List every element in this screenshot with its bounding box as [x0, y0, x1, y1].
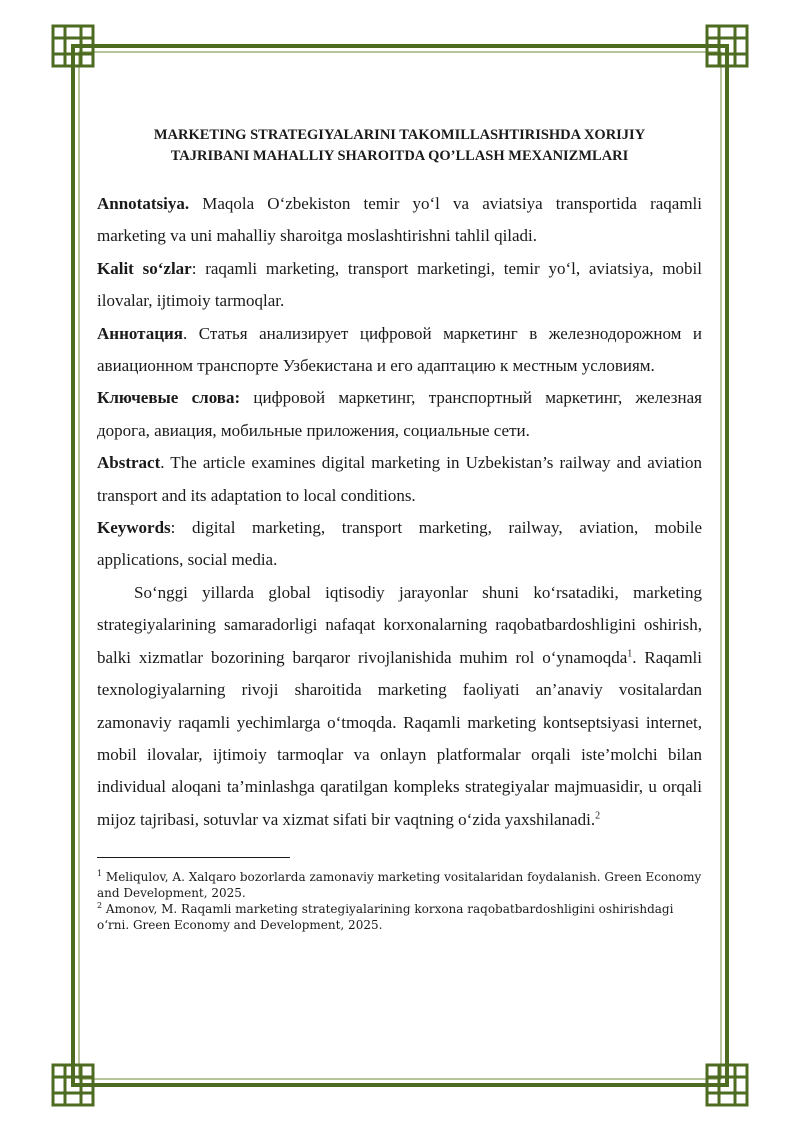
- annotation-ru: [97, 318, 702, 383]
- keywords-uz-label: Kalit soʻzlar: [97, 258, 192, 278]
- keywords-en-label: Keywords: [97, 518, 171, 538]
- body-paragraph: [97, 577, 702, 836]
- article-title: [97, 125, 702, 167]
- abstract-en: [97, 447, 702, 512]
- footnote-1-number: 1: [97, 869, 103, 879]
- annotation-uz-label: Annotatsiya.: [97, 194, 190, 213]
- keywords-uz: [97, 253, 702, 318]
- footnote-separator: [97, 857, 290, 858]
- article-content: [97, 125, 702, 933]
- footnote-1: [97, 869, 702, 901]
- body-text-part-1: Soʻnggi yillarda global iqtisodiy jarayonlar shuni koʻrsatadiki, marketing strategiyalarining samaradorligi nafaqat korxonalarning raqobatbardoshligini oshirish, balki xizmatlar bozorining barqaror rivojlanishida muhim rol oʻynamoqda: [97, 582, 702, 667]
- annotation-uz: [97, 188, 702, 253]
- abstract-en-label: Abstract: [97, 453, 161, 473]
- keywords-ru: [97, 382, 702, 447]
- footnotes: [97, 869, 702, 933]
- footnote-2: [97, 901, 702, 933]
- footnote-1-text: Meliqulov, A. Xalqaro bozorlarda zamonaviy marketing vositalaridan foydalanish. Green Economy and Development, 2025.: [97, 870, 702, 901]
- footnote-ref-2[interactable]: 2: [595, 810, 601, 822]
- footnote-ref-1[interactable]: 1: [627, 648, 633, 660]
- abstract-en-text: . The article examines digital marketing in Uzbekistan’s railway and aviation transport and its adaptation to local conditions.: [97, 453, 702, 505]
- keywords-ru-label: Ключевые слова:: [97, 388, 241, 408]
- keywords-en: [97, 512, 702, 577]
- keywords-en-text: : digital marketing, transport marketing, railway, aviation, mobile applications, social media.: [97, 518, 702, 570]
- annotation-ru-label: Аннотация: [97, 323, 183, 343]
- annotation-ru-text: . Статья анализирует цифровой маркетинг в железнодорожном и авиационном транспорте Узбекистана и его адаптацию к местным условиям.: [97, 323, 702, 376]
- annotation-uz-text: Maqola Oʻzbekiston temir yoʻl va aviatsiya transportida raqamli marketing va uni mahalliy sharoitga moslashtirishni tahlil qiladi.: [97, 194, 702, 246]
- body-text-part-2: . Raqamli texnologiyalarning rivoji sharoitida marketing faoliyati an’anaviy vositalardan zamonaviy raqamli yechimlarga oʻtmoqda. Raqamli marketing kontseptsiyasi internet, mobil ilovalar, ijtimoiy tarmoqlar va onlayn platformalar orqali iste’molchi bilan individual aloqani ta’minlashga qaratilgan kompleks strategiyalar majmuasidir, u orqali mijoz tajribasi, sotuvlar va xizmat sifati bir vaqtning oʻzida yaxshilanadi.: [97, 647, 703, 829]
- keywords-ru-text: цифровой маркетинг, транспортный маркетинг, железная дорога, авиация, мобильные приложения, социальные сети.: [97, 388, 702, 440]
- title-line-2: TAJRIBANI MAHALLIY SHAROITDA QO’LLASH MEXANIZMLARI: [170, 148, 629, 164]
- footnote-2-number: 2: [97, 901, 103, 911]
- keywords-uz-text: : raqamli marketing, transport marketingi, temir yoʻl, aviatsiya, mobil ilovalar, ijtimoiy tarmoqlar.: [97, 258, 703, 311]
- title-line-1: MARKETING STRATEGIYALARINI TAKOMILLASHTIRISHDA XORIJIY: [153, 127, 646, 143]
- footnote-2-text: Amonov, M. Raqamli marketing strategiyalarining korxona raqobatbardoshligini oshirishdagi oʻrni. Green Economy and Development, 2025.: [97, 902, 674, 933]
